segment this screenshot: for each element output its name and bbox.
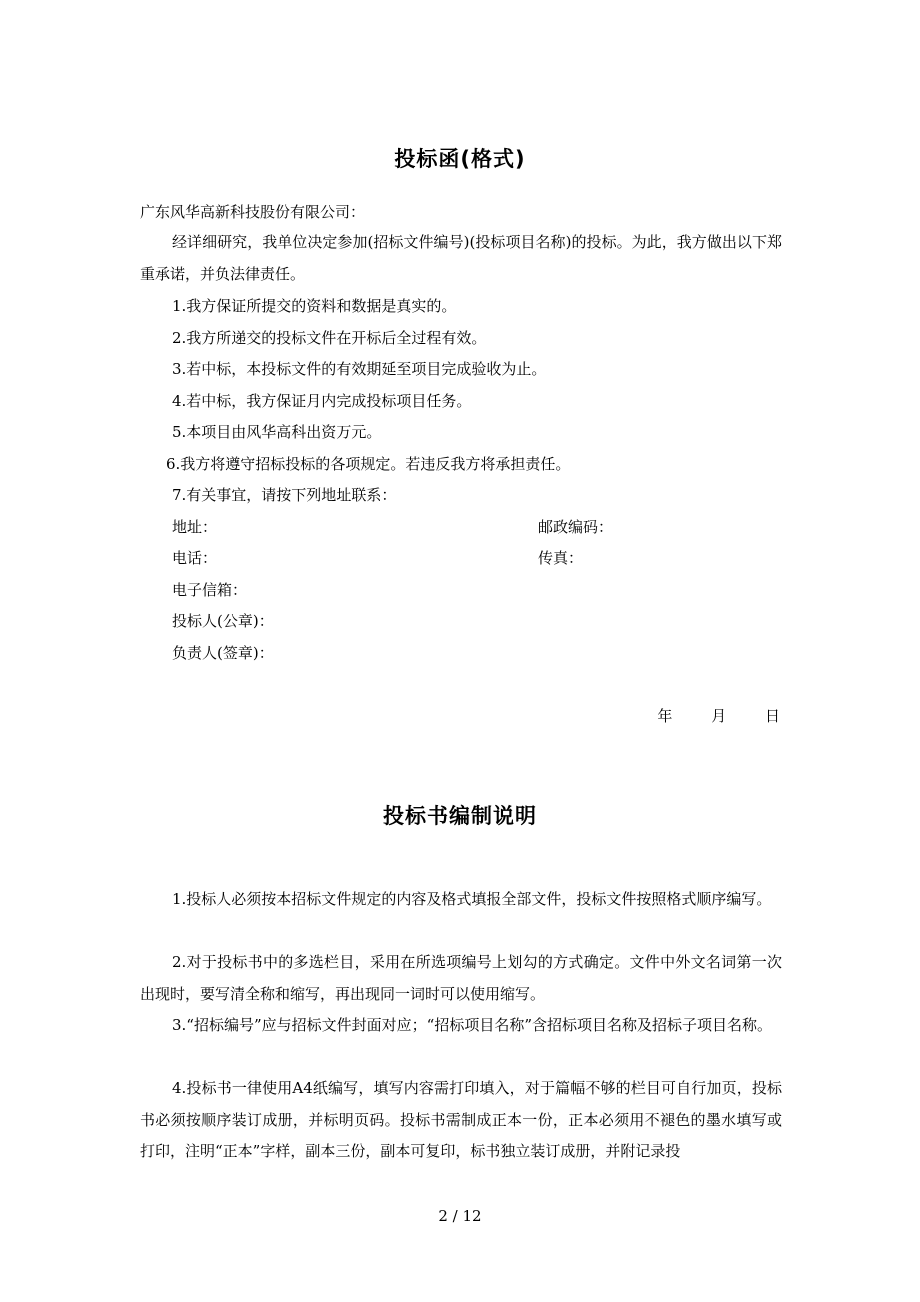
page-indicator: 2 / 12 — [438, 1207, 482, 1225]
bidder-seal-label: 投标人(公章)： — [172, 612, 274, 630]
instructions-paragraph-2: 2.对于投标书中的多选栏目，采用在所选项编号上划勾的方式确定。文件中外文名词第一次出现时，要写清全称和缩写，再出现同一词时可以使用缩写。 — [140, 953, 782, 1003]
date-row — [623, 706, 780, 726]
date-month-label: 月 — [711, 707, 727, 725]
letter-item-7: 7.有关事宜，请按下列地址联系： — [172, 486, 397, 504]
letter-item-2: 2.我方所递交的投标文件在开标后全过程有效。 — [172, 329, 487, 347]
instructions-paragraph-1: 1.投标人必须按本招标文件规定的内容及格式填报全部文件，投标文件按照格式顺序编写。 — [172, 890, 772, 908]
contact-email-label: 电子信箱： — [172, 581, 248, 599]
responsible-signature-label: 负责人(签章)： — [172, 644, 274, 662]
letter-item-1: 1.我方保证所提交的资料和数据是真实的。 — [172, 297, 457, 315]
instructions-paragraph-4: 4.投标书一律使用A4纸编写，填写内容需打印填入，对于篇幅不够的栏目可自行加页，投标书必须按顺序装订成册，并标明页码。投标书需制成正本一份，正本必须用不褪色的墨水填写或打印，注明“正本”字样，副本三份，副本可复印，标书独立装订成册，并附记录投 — [140, 1079, 782, 1160]
instructions-title: 投标书编制说明 — [383, 804, 537, 828]
letter-title: 投标函(格式) — [394, 147, 526, 171]
letter-item-3: 3.若中标，本投标文件的有效期延至项目完成验收为止。 — [172, 360, 547, 378]
letter-item-6: 6.我方将遵守招标投标的各项规定。若违反我方将承担责任。 — [166, 455, 571, 473]
date-day-label: 日 — [764, 707, 780, 725]
letter-intro: 经详细研究，我单位决定参加(招标文件编号)(投标项目名称)的投标。为此，我方做出以下郑重承诺，并负法律责任。 — [140, 233, 782, 283]
contact-fax-label: 传真： — [538, 549, 584, 567]
letter-addressee: 广东风华高新科技股份有限公司： — [140, 203, 366, 221]
letter-item-4: 4.若中标，我方保证月内完成投标项目任务。 — [172, 392, 472, 410]
contact-address-label: 地址： — [172, 518, 218, 536]
instructions-paragraph-3: 3.“招标编号”应与招标文件封面对应；“招标项目名称”含招标项目名称及招标子项目名称。 — [172, 1016, 772, 1034]
contact-postcode-label: 邮政编码： — [538, 518, 614, 536]
letter-item-5: 5.本项目由风华高科出资万元。 — [172, 423, 382, 441]
date-year-label: 年 — [657, 707, 673, 725]
contact-phone-label: 电话： — [172, 549, 218, 567]
